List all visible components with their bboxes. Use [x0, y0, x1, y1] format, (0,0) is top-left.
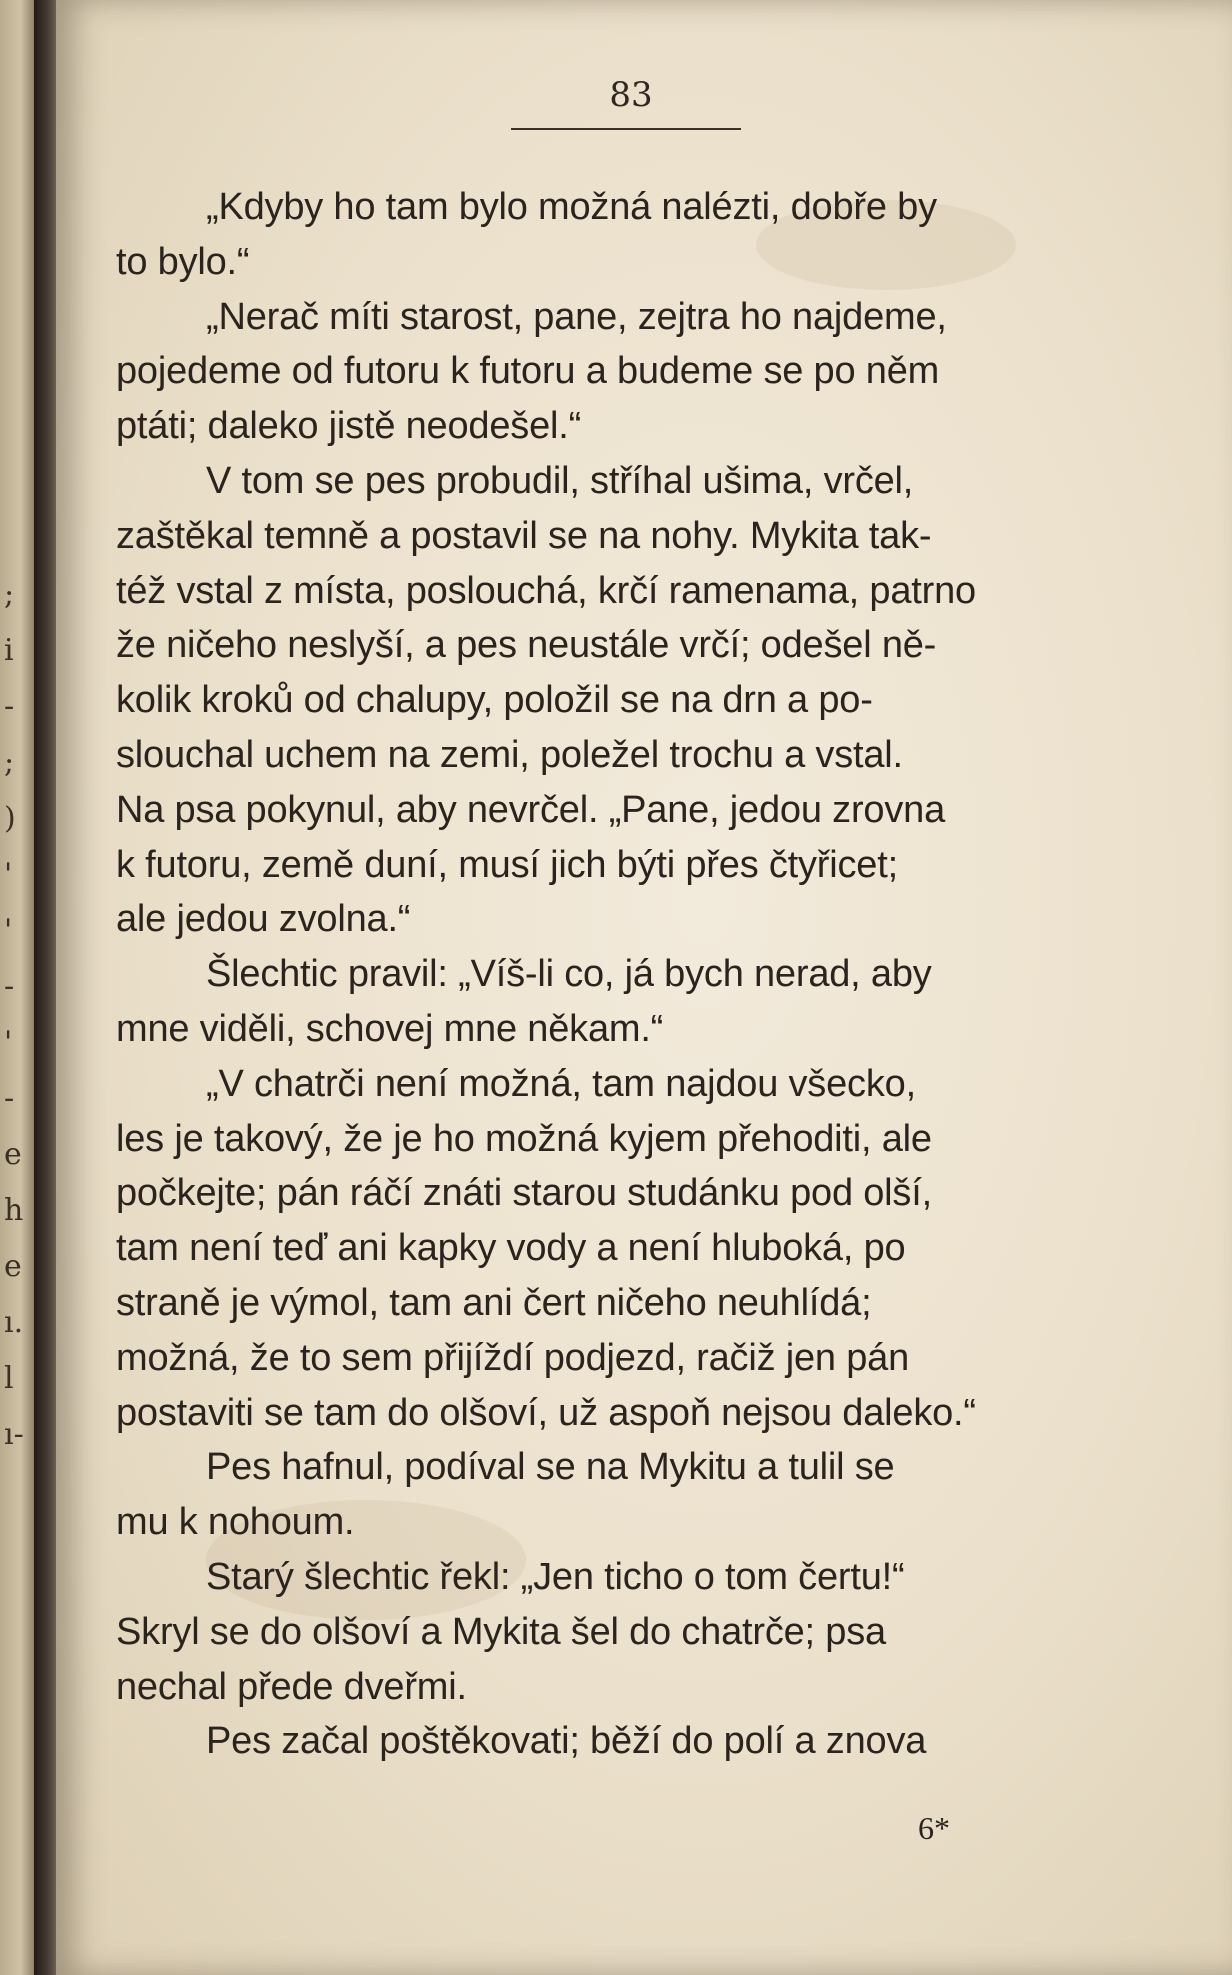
text-line: „V chatrči není možná, tam najdou všecko, — [206, 1062, 916, 1105]
text-line: „Kdyby ho tam bylo možná nalézti, dobře by — [206, 186, 937, 228]
text-line: ptáti; daleko jistě neodešel.“ — [116, 405, 582, 448]
text-line: kolik kroků od chalupy, položil se na drn a po- — [116, 679, 873, 722]
text-line: „Nerač míti starost, pane, zejtra ho najdeme, — [206, 295, 947, 338]
text-line: tam není teď ani kapky vody a není hluboká, po — [116, 1227, 906, 1270]
text-line: Pes začal poštěkovati; běží do polí a znova — [206, 1720, 927, 1763]
previous-page-fragment: ; — [4, 577, 15, 612]
text-line: mu k nohoum. — [116, 1501, 355, 1544]
text-line: V tom se pes probudil, stříhal ušima, vrčel, — [206, 459, 914, 502]
text-line: možná, že to sem přijíždí podjezd, račiž jen pán — [116, 1336, 910, 1379]
previous-page-fragment: - — [4, 689, 15, 724]
previous-page-fragment: l — [4, 1361, 14, 1396]
book-gutter — [34, 0, 56, 1975]
text-line: Pes hafnul, podíval se na Mykitu a tulil se — [206, 1446, 895, 1489]
previous-page-fragment: - — [4, 969, 15, 1004]
text-line: že ničeho neslyší, a pes neustále vrčí; odešel ně- — [116, 624, 937, 667]
previous-page-fragment: ; — [4, 745, 15, 780]
text-line: Skryl se do olšoví a Mykita šel do chatrče; psa — [116, 1610, 886, 1653]
text-line: pojedeme od futoru k futoru a budeme se po něm — [116, 350, 940, 393]
text-line: nechal přede dveřmi. — [116, 1665, 467, 1708]
previous-page-fragment: ı. — [4, 1305, 24, 1340]
text-line: Šlechtic pravil: „Víš-li co, já bych nerad, aby — [206, 953, 932, 996]
text-line: to bylo.“ — [116, 240, 250, 283]
text-line: zaštěkal temně a postavil se na nohy. Mykita tak- — [116, 514, 932, 557]
text-line: mne viděli, schovej mne někam.“ — [116, 1007, 664, 1050]
text-line: k futoru, země duní, musí jich býti přes čtyřicet; — [116, 843, 898, 886]
text-line: Na psa pokynul, aby nevrčel. „Pane, jedou zrovna — [116, 788, 945, 831]
previous-page-fragment: ) — [4, 801, 16, 836]
previous-page-fragment: i — [4, 633, 14, 668]
text-line: též vstal z místa, poslouchá, krčí ramenama, patrno — [116, 569, 976, 612]
previous-page-fragment: - — [4, 1081, 15, 1116]
text-line: les je takový, že je ho možná kyjem přehoditi, ale — [116, 1117, 932, 1160]
previous-page-edge — [0, 0, 34, 1975]
text-line: straně je výmol, tam ani čert ničeho neuhlídá; — [116, 1281, 872, 1324]
text-line: slouchal uchem na zemi, poležel trochu a vstal. — [116, 733, 903, 776]
previous-page-fragment: ı- — [4, 1417, 24, 1452]
previous-page-fragment: h — [4, 1193, 24, 1228]
previous-page-fragment: e — [4, 1249, 22, 1284]
previous-page-fragment: ' — [4, 1025, 13, 1060]
text-line: počkejte; pán ráčí znáti starou studánku pod olší, — [116, 1172, 932, 1215]
text-line: ale jedou zvolna.“ — [116, 898, 411, 941]
book-page — [56, 0, 1232, 1975]
previous-page-fragment: e — [4, 1137, 22, 1172]
text-line: Starý šlechtic řekl: „Jen ticho o tom čertu!“ — [206, 1555, 905, 1598]
printer-signature: 6* — [918, 1810, 950, 1846]
page-number: 83 — [609, 75, 653, 115]
header-rule — [511, 128, 741, 130]
body-text — [116, 180, 1176, 1769]
previous-page-fragment: ' — [4, 857, 13, 892]
text-line: postaviti se tam do olšoví, už aspoň nejsou daleko.“ — [116, 1391, 976, 1434]
previous-page-fragment: ' — [4, 913, 13, 948]
